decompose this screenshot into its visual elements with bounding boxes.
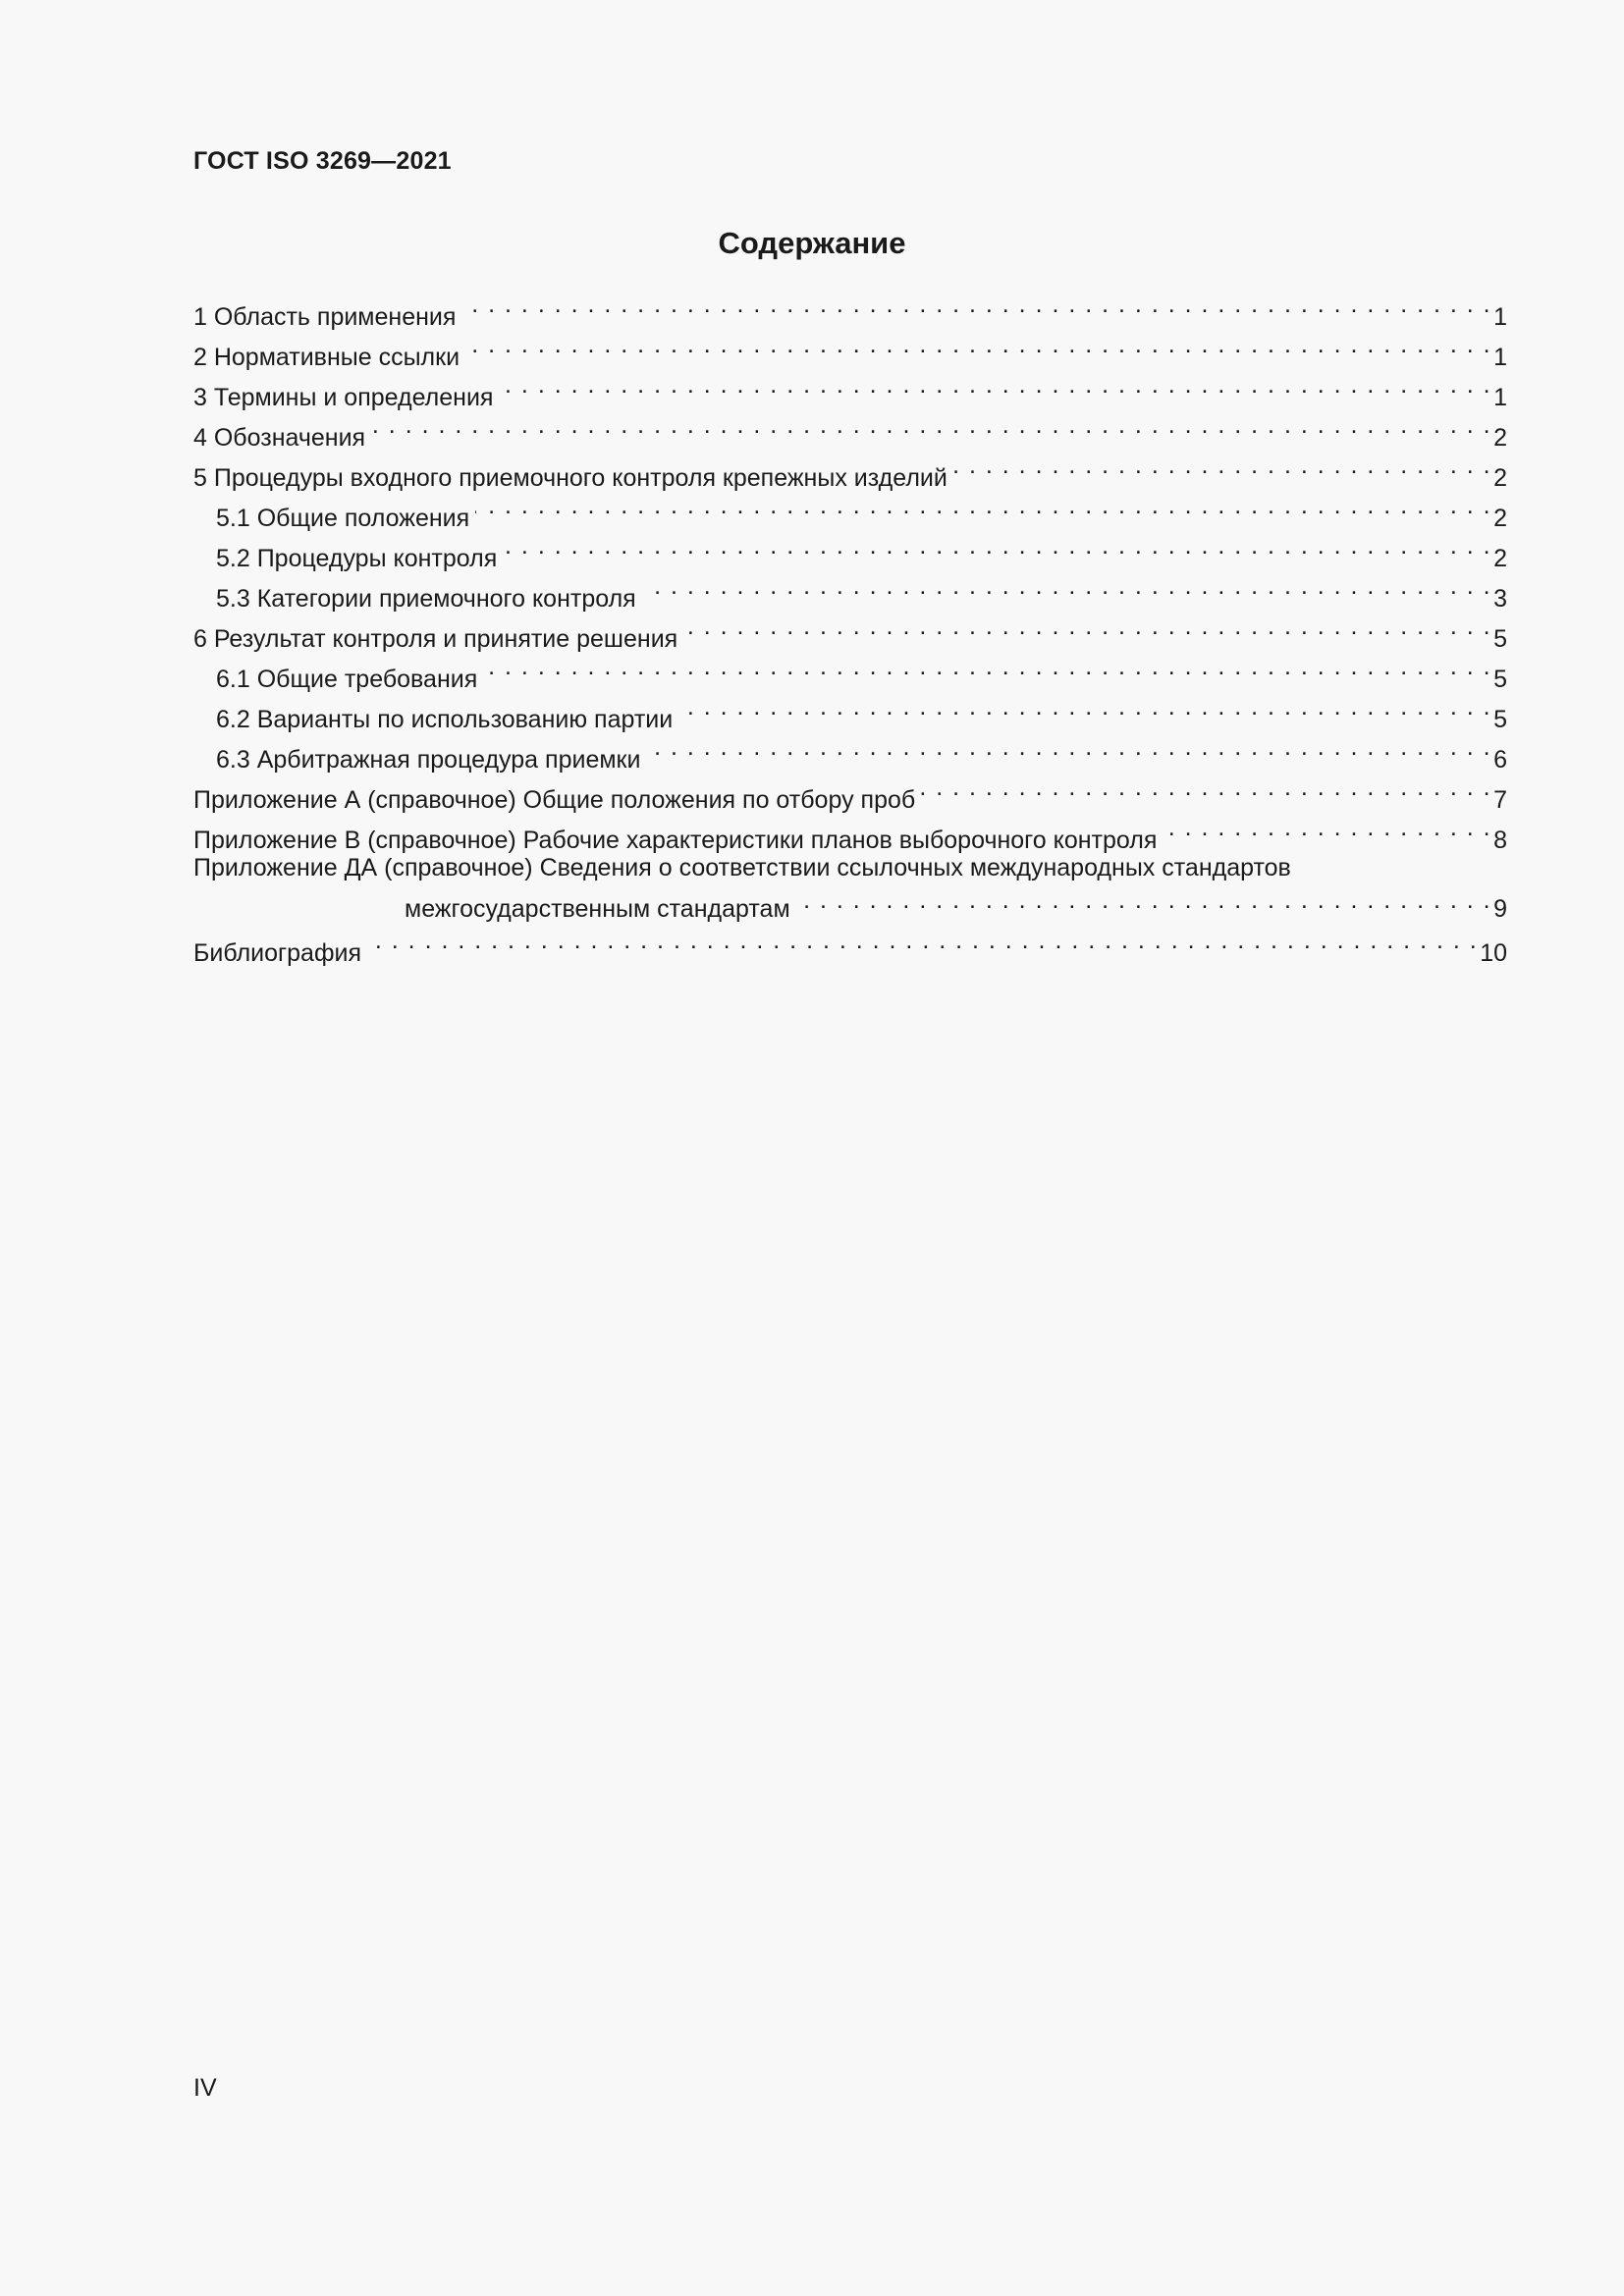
- toc-leader-dots: [475, 486, 1491, 526]
- toc-entry-page: 5: [1493, 706, 1507, 733]
- toc-entry-page: 1: [1493, 344, 1507, 371]
- toc-entry-label: 5 Процедуры входного приемочного контроля крепежных изделий: [193, 464, 947, 492]
- toc-leader-dots: [683, 607, 1491, 647]
- toc-entry-label: 3 Термины и определения: [193, 384, 494, 411]
- toc-entry-label-line1: Приложение ДА (справочное) Сведения о соответствии ссылочных международных стандартов: [193, 854, 1291, 881]
- toc-entry-appendix-da[interactable]: [193, 852, 1507, 923]
- toc-leader-dots: [499, 365, 1491, 405]
- toc-entry-5[interactable]: [193, 446, 1507, 492]
- toc-entry-page: 10: [1480, 939, 1507, 967]
- toc-entry-label: Приложение А (справочное) Общие положения по отбору проб: [193, 786, 916, 814]
- toc-leader-dots: [953, 446, 1491, 486]
- toc-entry-page: 2: [1493, 464, 1507, 492]
- toc-entry-label: Библиография: [193, 939, 362, 967]
- toc-entry-label: 6 Результат контроля и принятие решения: [193, 625, 678, 653]
- toc-leader-dots: [678, 687, 1491, 727]
- toc-entry-page: 3: [1493, 585, 1507, 613]
- toc-entry-label-line2: межгосударственным стандартам: [405, 895, 790, 923]
- toc-leader-dots: [371, 405, 1491, 446]
- toc-entry-1[interactable]: [193, 285, 1507, 331]
- toc-leader-dots: [461, 285, 1491, 325]
- toc-leader-dots: [921, 768, 1491, 808]
- toc-entry-label: Приложение В (справочное) Рабочие характеристики планов выборочного контроля: [193, 827, 1158, 854]
- toc-entry-4[interactable]: [193, 405, 1507, 452]
- toc-entry-page: 1: [1493, 384, 1507, 411]
- toc-entry-page: 5: [1493, 625, 1507, 653]
- toc-entry-page: 8: [1493, 827, 1507, 854]
- page-number: IV: [193, 2074, 217, 2102]
- toc-entry-label: 1 Область применения: [193, 303, 457, 331]
- toc-entry-bibliography[interactable]: [193, 921, 1507, 967]
- toc-entry-page: 9: [1493, 895, 1507, 923]
- toc-entry-page: 7: [1493, 786, 1507, 814]
- toc-entry-label: 5.2 Процедуры контроля: [216, 545, 498, 572]
- toc-entry-page: 2: [1493, 545, 1507, 572]
- toc-entry-label: 4 Обозначения: [193, 424, 366, 452]
- toc-leader-dots: [796, 884, 1491, 917]
- toc-entry-label: 6.1 Общие требования: [216, 666, 478, 693]
- toc-entry-label: 6.2 Варианты по использованию партии: [216, 706, 674, 733]
- toc-entry-page: 1: [1493, 303, 1507, 331]
- toc-entry-page: 5: [1493, 666, 1507, 693]
- toc-title: Содержание: [718, 226, 906, 260]
- toc-leader-dots: [483, 647, 1491, 687]
- document-header: ГОСТ ISO 3269—2021: [193, 147, 452, 175]
- toc-leader-dots: [642, 566, 1491, 607]
- toc-leader-dots: [1163, 808, 1491, 848]
- toc-leader-dots: [465, 325, 1491, 365]
- toc-entry-page: 2: [1493, 424, 1507, 452]
- toc-entry-label: 6.3 Арбитражная процедура приемки: [216, 746, 641, 774]
- toc-entry-page: 6: [1493, 746, 1507, 774]
- table-of-contents: [193, 285, 1507, 967]
- toc-leader-dots: [367, 921, 1478, 961]
- toc-entry-label: 5.1 Общие положения: [216, 505, 470, 532]
- toc-entry-label: 5.3 Категории приемочного контроля: [216, 585, 636, 613]
- toc-leader-dots: [646, 727, 1491, 768]
- toc-leader-dots: [503, 526, 1491, 566]
- toc-entry-label: 2 Нормативные ссылки: [193, 344, 460, 371]
- toc-entry-page: 2: [1493, 505, 1507, 532]
